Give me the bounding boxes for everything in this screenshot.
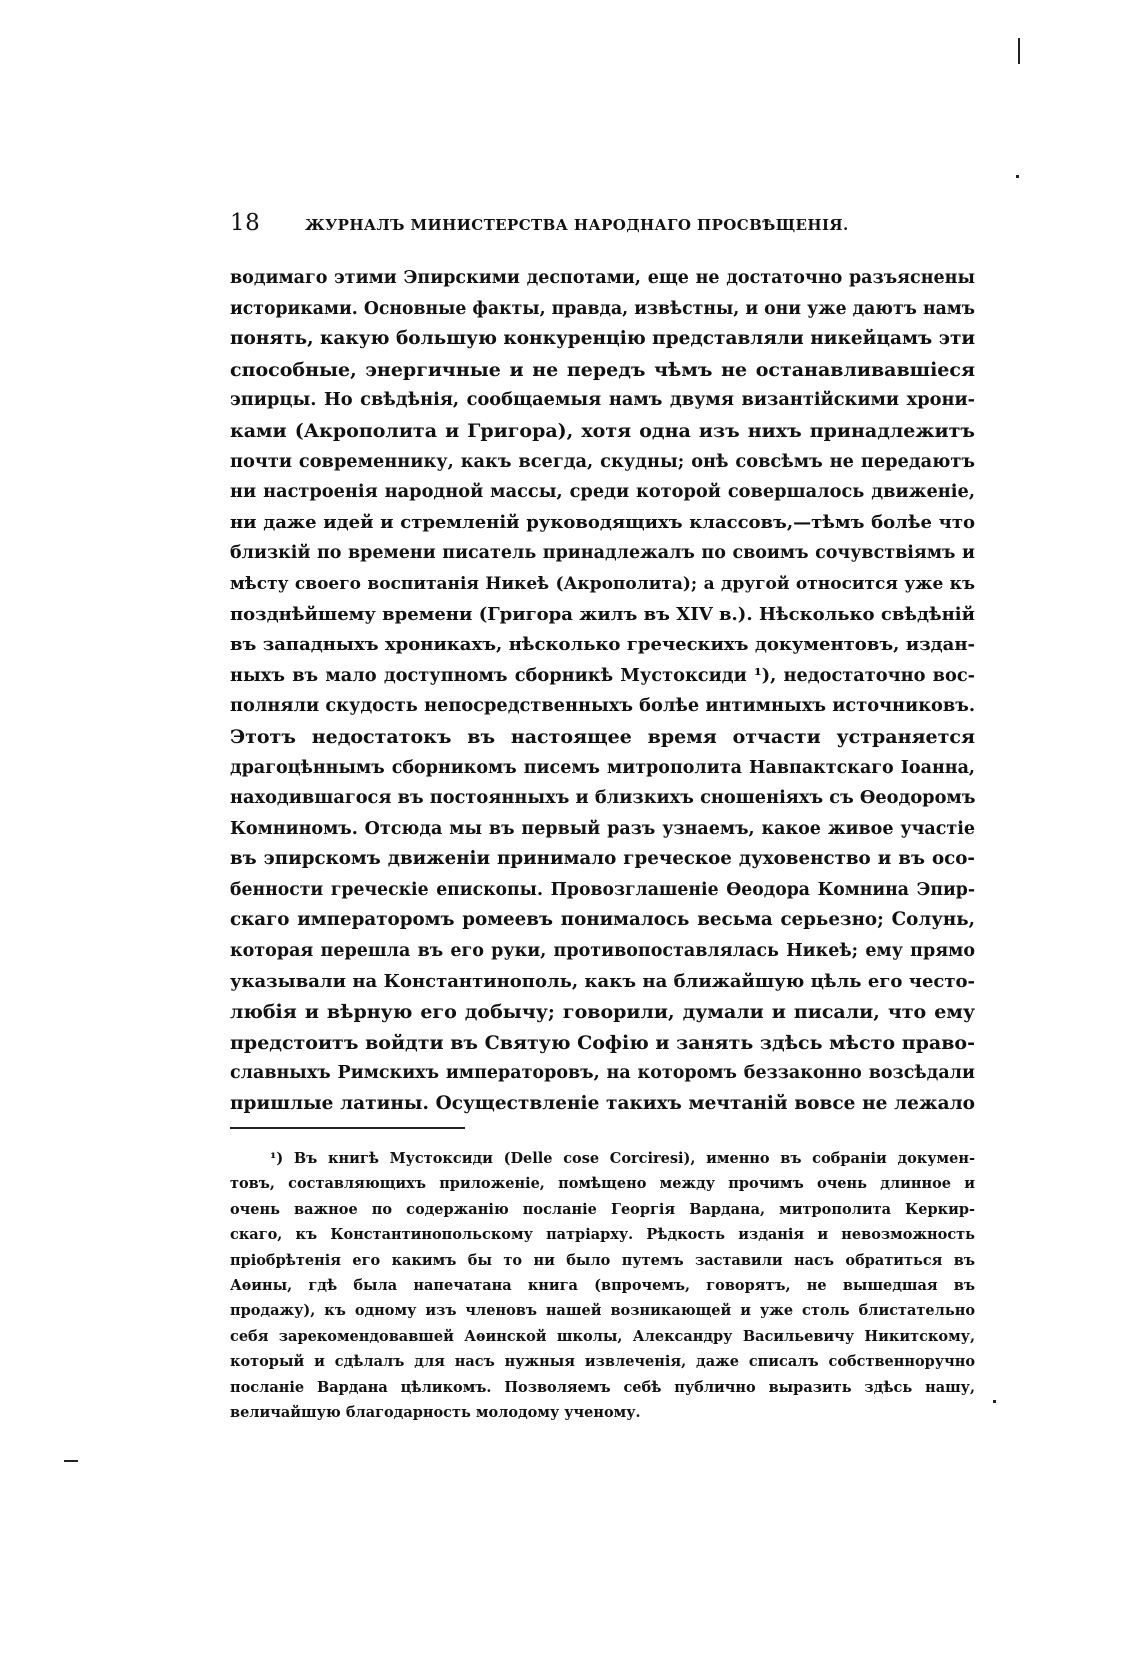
- text-line: Этотъ недостатокъ въ настоящее время отчасти устраняется: [230, 725, 975, 748]
- footnote-line: продажу), къ одному изъ членовъ нашей возникающей и уже столь блистательно: [230, 1302, 975, 1320]
- text-line: ни даже идей и стремленій руководящихъ классовъ,—тѣмъ болѣе что: [230, 511, 975, 533]
- footnote: [230, 1146, 975, 1425]
- footnote-line: посланіе Вардана цѣликомъ. Позволяемъ себѣ публично выразить здѣсь нашу,: [230, 1378, 975, 1396]
- main-text: [230, 263, 975, 1120]
- text-line: полняли скудость непосредственныхъ болѣе интимныхъ источниковъ.: [230, 695, 975, 717]
- text-line: предстоитъ войдти въ Святую Софію и занять здѣсь мѣсто право-: [230, 1031, 975, 1054]
- text-line: скаго императоромъ ромеевъ понималось весьма серьезно; Солунь,: [230, 909, 975, 931]
- text-line: ни настроенія народной массы, среди которой совершалось движеніе,: [230, 481, 975, 503]
- footnote-line: скаго, къ Константинопольскому патріарху. Рѣдкость изданія и невозможность: [230, 1226, 975, 1244]
- text-line: указывали на Константинополь, какъ на ближайшую цѣль его често-: [230, 970, 975, 992]
- footnote-line: себя зарекомендовавшей Аѳинской школы, Александру Васильевичу Никитскому,: [230, 1327, 975, 1345]
- text-line: бенности греческіе епископы. Провозглашеніе Ѳеодора Комнина Эпир-: [230, 879, 975, 900]
- text-line: способные, энергичные и не передъ чѣмъ не останавливавшіеся: [230, 358, 975, 381]
- text-line: почти современнику, какъ всегда, скудны; онѣ совсѣмъ не передаютъ: [230, 450, 975, 472]
- text-line: въ эпирскомъ движеніи принимало греческое духовенство и въ осо-: [230, 848, 975, 870]
- text-line: пришлые латины. Осуществленіе такихъ мечтаній вовсе не лежало: [230, 1093, 975, 1115]
- text-line: которая перешла въ его руки, противопоставлялась Никеѣ; ему прямо: [230, 941, 975, 962]
- footnote-line: очень важное по содержанію посланіе Георгія Вардана, митрополита Керкир-: [230, 1200, 975, 1218]
- text-line: ныхъ въ мало доступномъ сборникѣ Мустоксиди ¹), недостаточно вос-: [230, 664, 975, 686]
- text-line: понять, какую большую конкуренцію представляли никейцамъ эти: [230, 328, 975, 350]
- text-line: эпирцы. Но свѣдѣнія, сообщаемыя намъ двумя византійскими хрони-: [230, 389, 975, 411]
- margin-mark-bottom-left: [64, 1460, 78, 1462]
- text-line: любія и вѣрную его добычу; говорили, думали и писали, что ему: [230, 1001, 975, 1024]
- text-line: находившагося въ постоянныхъ и близкихъ сношеніяхъ съ Ѳеодоромъ: [230, 787, 975, 809]
- text-line: драгоцѣннымъ сборникомъ писемъ митрополита Навпактскаго Іоанна,: [230, 757, 975, 778]
- footnote-line: Аѳины, гдѣ была напечатана книга (впрочемъ, говорятъ, не вышедшая въ: [230, 1276, 975, 1294]
- margin-dot-bottom-right: [993, 1400, 996, 1403]
- text-line: въ западныхъ хроникахъ, нѣсколько греческихъ документовъ, издан-: [230, 634, 975, 656]
- footnote-separator: [230, 1127, 465, 1129]
- margin-dot-top-right: [1016, 175, 1019, 178]
- page-header: [230, 210, 975, 242]
- margin-mark-top-right: [1018, 38, 1020, 64]
- footnote-line: ¹) Въ книгѣ Мустоксиди (Delle cose Corciresi), именно въ собраніи докумен-: [270, 1150, 975, 1167]
- text-line: историками. Основные факты, правда, извѣстны, и они уже даютъ намъ: [230, 298, 975, 319]
- text-line: мѣсту своего воспитанія Никеѣ (Акрополита); а другой относится уже къ: [230, 573, 975, 594]
- footnote-line: который и сдѣлалъ для насъ нужныя извлеченія, даже списалъ собственноручно: [230, 1353, 975, 1371]
- running-head: ЖУРНАЛЪ МИНИСТЕРСТВА НАРОДНАГО ПРОСВѢЩЕНІЯ.: [305, 216, 849, 234]
- text-line: славныхъ Римскихъ императоровъ, на которомъ беззаконно возсѣдали: [230, 1063, 975, 1084]
- footnote-line: величайшую благодарность молодому ученому.: [230, 1403, 641, 1421]
- text-line: близкій по времени писатель принадлежалъ по своимъ сочувствіямъ и: [230, 543, 975, 564]
- footnote-line: пріобрѣтенія его какимъ бы то ни было путемъ заставили насъ обратиться въ: [230, 1251, 975, 1269]
- footnote-line: товъ, составляющихъ приложеніе, помѣщено между прочимъ очень длинное и: [230, 1175, 975, 1193]
- text-line: водимаго этими Эпирскими деспотами, еще не достаточно разъяснены: [230, 268, 975, 288]
- text-line: ками (Акрополита и Григора), хотя одна изъ нихъ принадлежитъ: [230, 419, 975, 442]
- page-number: 18: [230, 210, 261, 236]
- text-line: Комниномъ. Отсюда мы въ первый разъ узнаемъ, какое живое участіе: [230, 818, 975, 839]
- text-line: позднѣйшему времени (Григора жилъ въ XIV в.). Нѣсколько свѣдѣній: [230, 603, 975, 625]
